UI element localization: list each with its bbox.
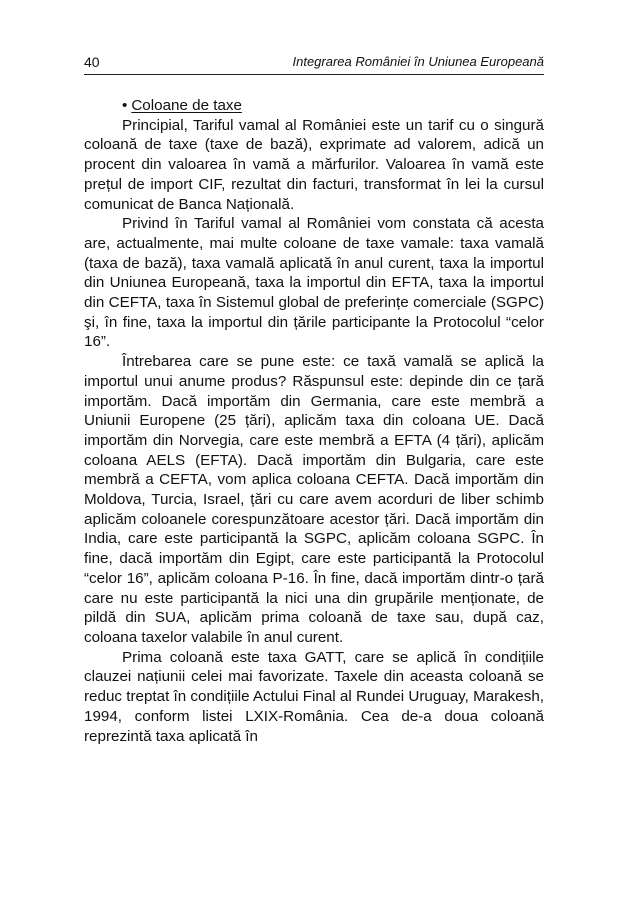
running-title: Integrarea României în Uniunea Europeană [292, 54, 544, 69]
page-number: 40 [84, 54, 100, 70]
section-heading-label: Coloane de taxe [131, 97, 242, 114]
paragraph: Principial, Tariful vamal al României este un tarif cu o singură coloană de taxe (taxe de bază), exprimate ad valorem, adică un procent din valoarea în vamă a mărfurilor. Valoarea în vamă este prețul de import CIF, rezultat din facturi, transformat în lei la cursul comunicat de Banca Națională. [84, 116, 544, 213]
page-header [84, 52, 544, 75]
body-text [84, 96, 544, 746]
paragraph: Întrebarea care se pune este: ce taxă vamală se aplică la importul unui anume produs? Răspunsul este: depinde din ce țară importăm. Dacă importăm din Germania, care este membră a Uniunii Europene (25 țări), aplicăm taxa din coloana UE. Dacă importăm din Norvegia, care este membră a EFTA (4 țări), aplicăm coloana AELS (EFTA). Dacă importăm din Bulgaria, care este membră a CEFTA, vom aplica coloana CEFTA. Dacă importăm din Moldova, Turcia, Israel, țări cu care avem acorduri de liber schimb aplicăm coloanele corespunzătoare acestor țări. Dacă importăm din India, care este participantă la SGPC, aplicăm coloana SGPC. În fine, dacă importăm din Egipt, care este participantă la Protocolul “celor 16”, aplicăm coloana P-16. În fine, dacă importăm dintr-o țară care nu este participantă la nici una din grupările menționate, de pildă din SUA, aplicăm prima coloană de taxe sau, după caz, coloana taxelor valabile în anul curent. [84, 353, 544, 646]
paragraph: Prima coloană este taxa GATT, care se aplică în condițiile clauzei națiunii celei mai favorizate. Taxele din aceasta coloană se reduc treptat în condițiile Actului Final al Rundei Uruguay, Marakesh, 1994, conform listei LXIX-România. Cea de-a doua coloană reprezintă taxa aplicată în [84, 648, 544, 745]
bullet-icon: • [122, 97, 128, 114]
section-heading [84, 96, 544, 116]
paragraph: Privind în Tariful vamal al României vom constata că acesta are, actualmente, mai multe coloane de taxe vamale: taxa vamală (taxa de bază), taxa vamală aplicată în anul curent, taxa la importul din Uniunea Europeană, taxa la importul din EFTA, taxa la importul din CEFTA, taxa în Sistemul global de preferințe comerciale (SGPC) şi, în fine, taxa la importul din țările participante la Protocolul “celor 16”. [84, 215, 544, 351]
